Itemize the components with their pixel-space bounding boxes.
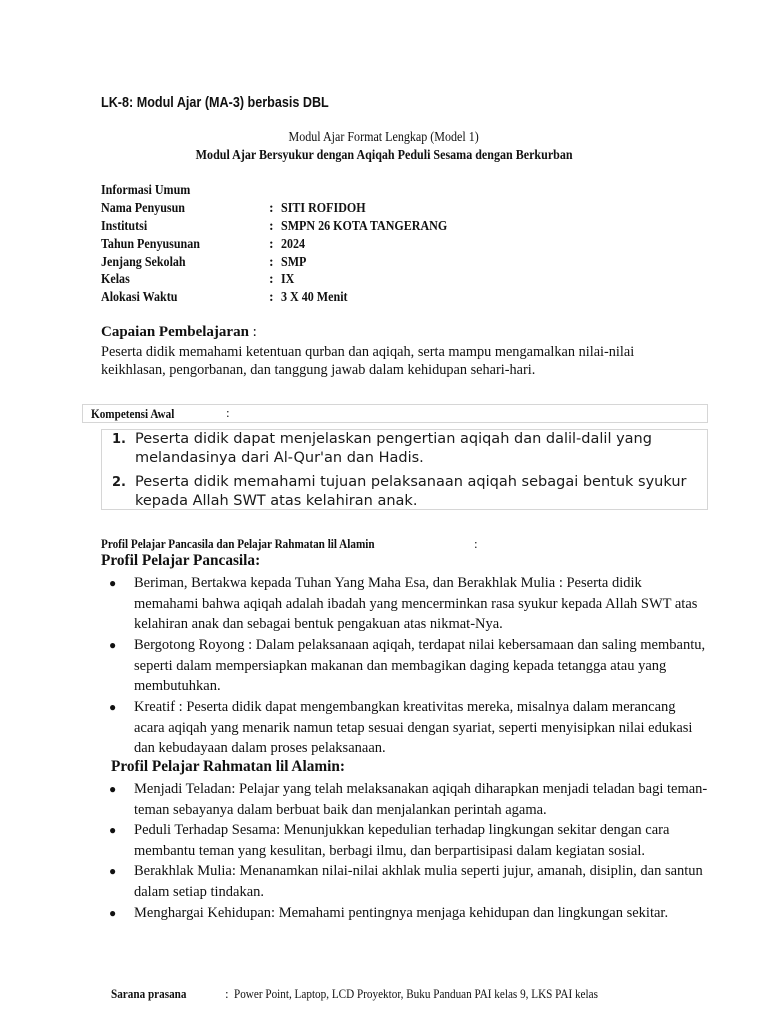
bullet-icon: ● <box>109 823 117 837</box>
kompetensi-awal-row <box>82 404 708 423</box>
sarana-colon: : <box>225 986 229 1001</box>
module-label: LK-8: Modul Ajar (MA-3) berbasis DBL <box>101 94 329 111</box>
rahmatan-heading: Profil Pelajar Rahmatan lil Alamin: <box>111 758 345 775</box>
sarana-label: Sarana prasana <box>111 986 187 1001</box>
document-subtitle: Modul Ajar Format Lengkap (Model 1) <box>288 130 480 145</box>
profil-colon: : <box>474 536 478 551</box>
bullet-icon: ● <box>109 638 117 652</box>
sarana-value: Power Point, Laptop, LCD Proyektor, Buku Panduan PAI kelas 9, LKS PAI kelas <box>234 986 598 1001</box>
capaian-heading: Capaian Pembelajaran : <box>101 324 257 340</box>
bullet-icon: ● <box>109 906 117 920</box>
kompetensi-awal-list: 1. Peserta didik dapat menjelaskan pengertian aqiqah dan dalil-dalil yang melandasinya dari Al-Qur'an dan Hadis. 2. Peserta didik memahami tujuan pelaksanaan aqiqah sebagai bentuk syukur kepada Allah SWT atas kelahiran anak. <box>101 429 708 510</box>
bullet-icon: ● <box>109 782 117 796</box>
kompetensi-awal-colon: : <box>226 405 230 420</box>
kompetensi-awal-label: Kompetensi Awal <box>91 406 175 421</box>
bullet-icon: ● <box>109 864 117 878</box>
bullet-icon: ● <box>109 700 117 714</box>
document-title: Modul Ajar Bersyukur dengan Aqiqah Peduli Sesama dengan Berkurban <box>195 148 573 163</box>
capaian-text: Peserta didik memahami ketentuan qurban dan aqiqah, serta mampu mengamalkan nilai-nilai keikhlasan, pengorbanan, dan tanggung jawab dalam kehidupan sehari-hari. <box>101 344 635 378</box>
bullet-icon: ● <box>109 576 117 590</box>
profil-label: Profil Pelajar Pancasila dan Pelajar Rahmatan lil Alamin <box>101 536 375 551</box>
pancasila-heading: Profil Pelajar Pancasila: <box>101 552 261 569</box>
